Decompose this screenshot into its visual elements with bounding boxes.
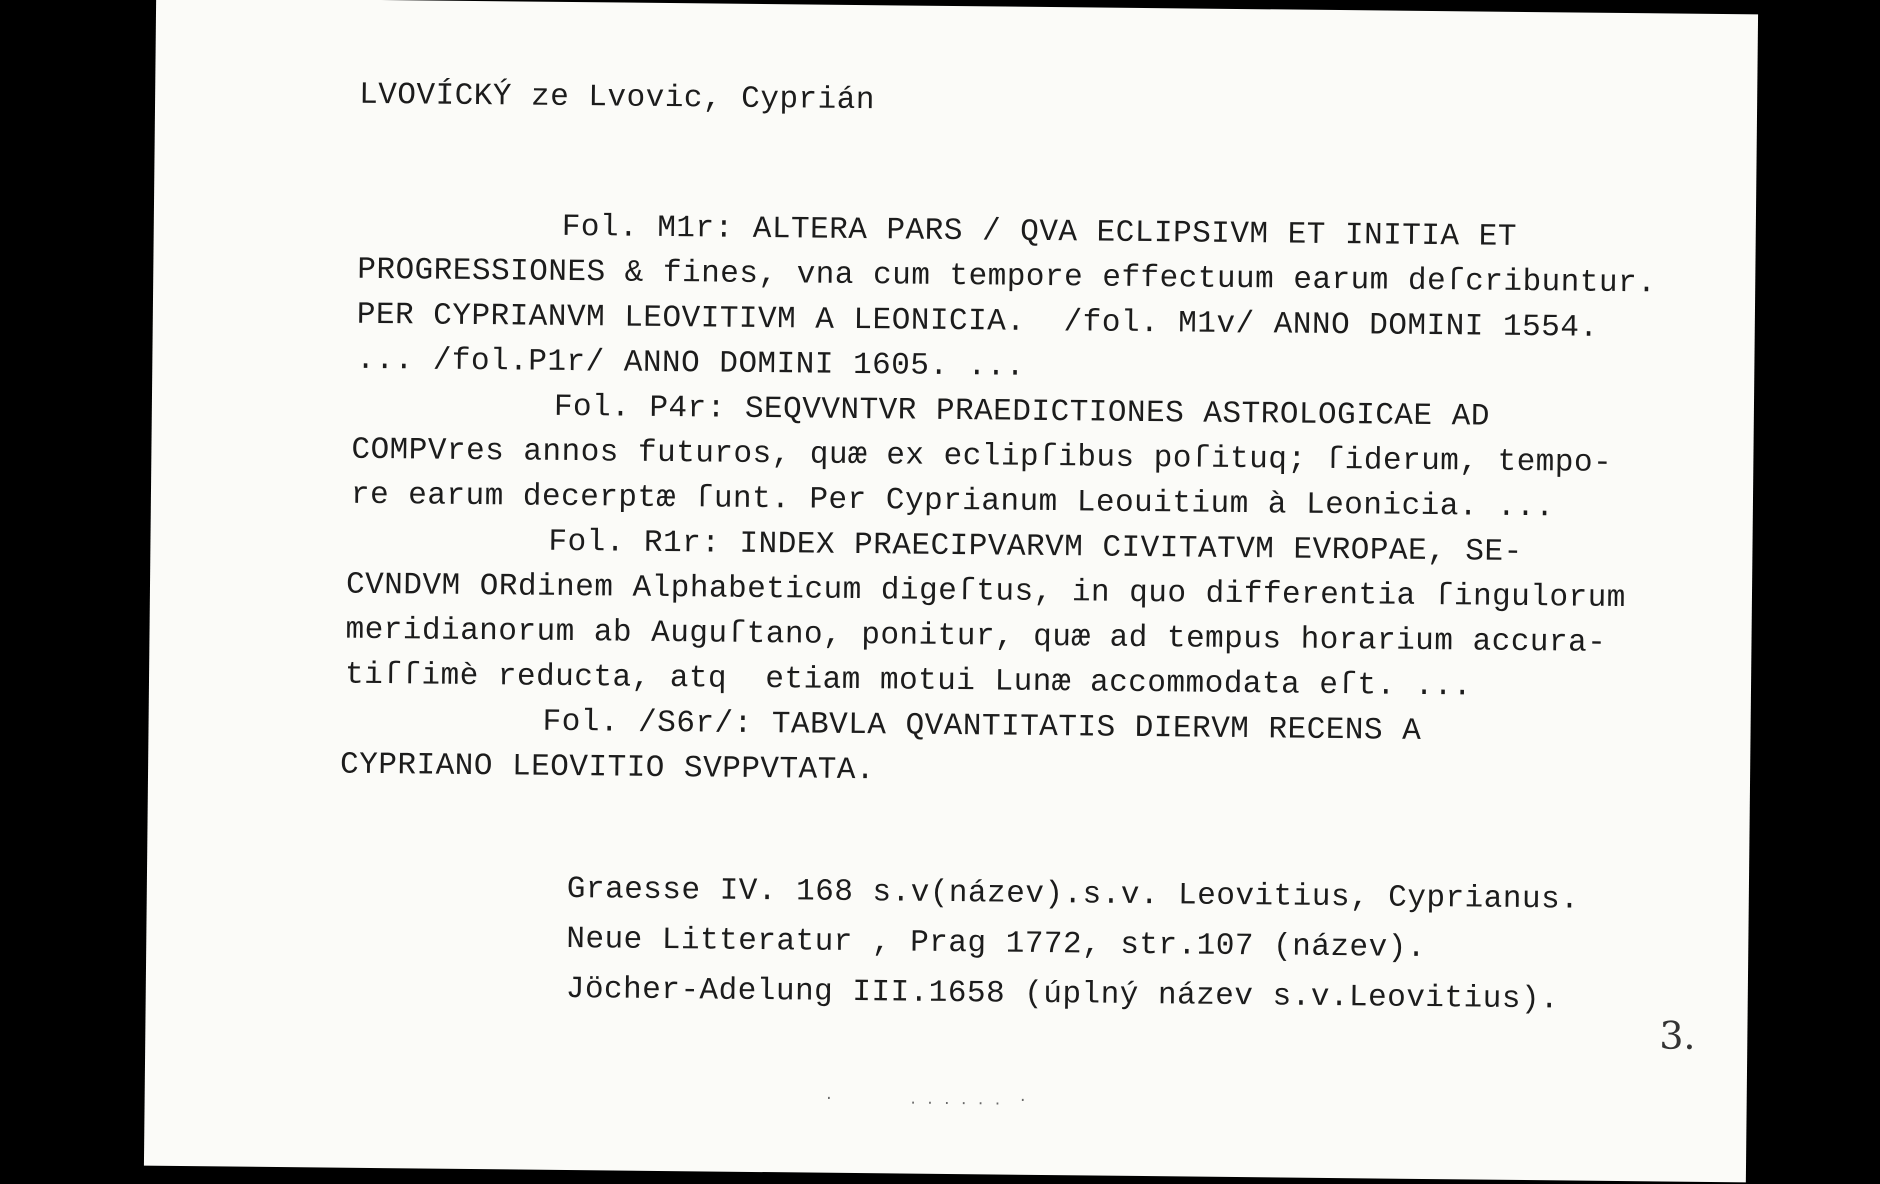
entry-line: Fol. P4r: SEQVVNTVR PRAEDICTIONES ASTROLOGICAE AD [553,389,1491,435]
entry-line: CYPRIANO LEOVITIO SVPPVTATA. [339,747,876,789]
reference-line: Neue Litteratur , Prag 1772, str.107 (název). [566,921,1427,966]
scan-specks: · . . . . . . · [824,1090,1028,1109]
entry-line: Fol. /S6r/: TABVLA QVANTITATIS DIERVM RECENS A [542,704,1422,749]
catalog-card [144,0,1758,1182]
card-number: 3. [1659,1013,1696,1058]
entry-line: CVNDVM ORdinem Alphabeticum digeſtus, in quo differentia ſingulorum [345,567,1627,617]
entry-line: PER CYPRIANVM LEOVITIVM A LEONICIA. /fol. M1v/ ANNO DOMINI 1554. [356,297,1599,346]
entry-line: meridianorum ab Auguſtano, ponitur, quæ ad tempus horarium accura- [345,612,1607,661]
entry-line: Fol. R1r: INDEX PRAECIPVARVM CIVITATVM EVROPAE, SE- [548,524,1523,570]
entry-line: Fol. M1r: ALTERA PARS / QVA ECLIPSIVM ET INITIA ET [561,209,1518,255]
reference-line: Jöcher-Adelung III.1658 (úplný název s.v.Leovitius). [565,971,1560,1018]
entry-line: COMPVres annos futuros, quæ ex eclipſibus poſituq; ſiderum, tempo- [351,432,1613,481]
entry-line: tiſſimè reducta, atq etiam motui Lunæ accommodata eſt. ... [344,657,1473,705]
entry-line: re earum decerptæ ſunt. Per Cyprianum Leouitium à Leonicia. ... [350,477,1555,526]
card-heading: LVOVÍCKÝ ze Lvovic, Cyprián [358,77,876,119]
entry-line: ... /fol.P1r/ ANNO DOMINI 1605. ... [356,342,1026,385]
entry-line: PROGRESSIONES & fines, vna cum tempore effectuum earum deſcribuntur. [357,252,1657,302]
reference-line: Graesse IV. 168 s.v(název).s.v. Leovitius, Cyprianus. [566,871,1580,918]
